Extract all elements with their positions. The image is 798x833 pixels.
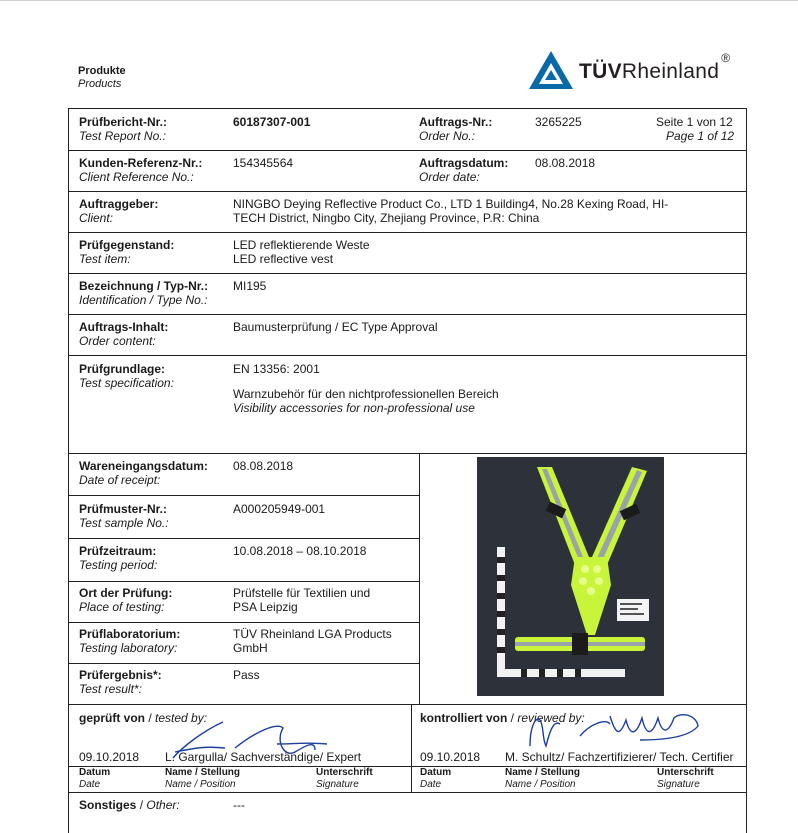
row-divider [68, 581, 419, 582]
row-divider [68, 704, 747, 705]
reviewed-date: 09.10.2018 [420, 750, 481, 764]
col-name-label-en: Name / Position [505, 779, 576, 790]
col-name-label: Name / Stellung [505, 767, 581, 778]
test-spec-desc-en: Visibility accessories for non-professional use [233, 401, 475, 415]
receipt-date-value: 08.08.2018 [233, 459, 294, 473]
col-signature-label: Unterschrift [657, 767, 714, 778]
testing-period-label-en: Testing period: [79, 558, 158, 572]
testing-period-value: 10.08.2018 – 08.10.2018 [233, 544, 367, 558]
order-date-value: 08.08.2018 [535, 156, 596, 170]
row-divider [68, 273, 747, 274]
page-number-en: Page 1 of 12 [666, 129, 735, 143]
tested-by-header: geprüft von / tested by: [79, 711, 208, 725]
order-no-label-en: Order No.: [419, 129, 476, 143]
place-of-testing-label-en: Place of testing: [79, 600, 165, 614]
report-no-value: 60187307-001 [233, 115, 311, 129]
row-divider [68, 495, 419, 496]
order-no-label: Auftrags-Nr.: [419, 115, 493, 129]
test-result-value: Pass [233, 668, 260, 682]
place-of-testing-label: Ort der Prüfung: [79, 586, 173, 600]
tested-name: L. Gargulla/ Sachverständige/ Expert [165, 750, 362, 764]
sample-no-value: A000205949-001 [233, 502, 326, 516]
receipt-date-label-en: Date of receipt: [79, 473, 161, 487]
tested-date: 09.10.2018 [79, 750, 140, 764]
testing-lab-label: Prüflaboratorium: [79, 627, 181, 641]
test-spec-desc-de: Warnzubehör für den nichtprofessionellen Bereich [233, 387, 499, 401]
reviewed-name: M. Schultz/ Fachzertifizierer/ Tech. Certifier [505, 750, 734, 764]
test-spec-label-en: Test specification: [79, 376, 174, 390]
row-divider [68, 150, 747, 151]
row-divider [68, 314, 747, 315]
section-label-de: Produkte [78, 65, 126, 77]
column-divider [419, 453, 420, 704]
test-item-label: Prüfgegenstand: [79, 238, 175, 252]
other-value: --- [233, 798, 245, 812]
row-divider [68, 453, 747, 454]
test-result-label-en: Test result*: [79, 682, 142, 696]
other-label: Sonstiges / Other: [79, 798, 180, 812]
col-date-label-en: Date [79, 779, 101, 790]
report-no-label-en: Test Report No.: [79, 129, 166, 143]
test-item-en: LED reflective vest [233, 252, 334, 266]
section-header [78, 65, 126, 91]
identification-value: MI195 [233, 279, 267, 293]
client-label: Auftraggeber: [79, 197, 159, 211]
order-content-label: Auftrags-Inhalt: [79, 320, 169, 334]
client-address-line2: TECH District, Ningbo City, Zhejiang Province, P.R: China [233, 211, 540, 225]
test-item-label-en: Test item: [79, 252, 131, 266]
client-address-line1: NINGBO Deying Reflective Product Co., LTD 1 Building4, No.28 Kexing Road, HI- [233, 197, 669, 211]
row-divider [68, 191, 747, 192]
identification-label: Bezeichnung / Typ-Nr.: [79, 279, 209, 293]
order-date-label: Auftragsdatum: [419, 156, 509, 170]
reflective-vest-image [477, 457, 664, 696]
client-ref-value: 154345564 [233, 156, 294, 170]
col-signature-label: Unterschrift [316, 767, 373, 778]
row-divider [68, 538, 419, 539]
page-number: Seite 1 von 12 [656, 115, 733, 129]
col-date-label: Datum [79, 767, 111, 778]
col-name-label-en: Name / Position [165, 779, 236, 790]
col-signature-label-en: Signature [657, 779, 700, 790]
sample-no-label: Prüfmuster-Nr.: [79, 502, 168, 516]
row-divider [68, 622, 419, 623]
testing-lab-line2: GmbH [233, 641, 268, 655]
client-label-en: Client: [79, 211, 114, 225]
order-date-label-en: Order date: [419, 170, 480, 184]
reviewed-by-header: kontrolliert von / reviewed by: [420, 711, 585, 725]
column-divider [411, 704, 412, 792]
report-no-label: Prüfbericht-Nr.: [79, 115, 168, 129]
receipt-date-label: Wareneingangsdatum: [79, 459, 208, 473]
client-ref-label-en: Client Reference No.: [79, 170, 194, 184]
col-date-label-en: Date [420, 779, 442, 790]
order-content-label-en: Order content: [79, 334, 156, 348]
section-label-en: Products [78, 78, 122, 90]
test-spec-label: Prüfgrundlage: [79, 362, 165, 376]
row-divider [68, 792, 747, 793]
place-of-testing-line1: Prüfstelle für Textilien und [233, 586, 371, 600]
col-date-label: Datum [420, 767, 452, 778]
tuv-logo [527, 48, 757, 92]
product-photo [477, 457, 664, 696]
order-no-value: 3265225 [535, 115, 582, 129]
testing-period-label: Prüfzeitraum: [79, 544, 157, 558]
sample-no-label-en: Test sample No.: [79, 516, 169, 530]
col-signature-label-en: Signature [316, 779, 359, 790]
test-result-label: Prüfergebnis*: [79, 668, 162, 682]
client-ref-label: Kunden-Referenz-Nr.: [79, 156, 203, 170]
row-divider [68, 232, 747, 233]
row-divider [68, 663, 419, 664]
testing-lab-label-en: Testing laboratory: [79, 641, 178, 655]
page-top-edge [0, 0, 798, 1]
order-content-value: Baumusterprüfung / EC Type Approval [233, 320, 438, 334]
place-of-testing-line2: PSA Leipzig [233, 600, 298, 614]
test-item-de: LED reflektierende Weste [233, 238, 370, 252]
test-spec-standard: EN 13356: 2001 [233, 362, 320, 376]
row-divider [68, 355, 747, 356]
testing-lab-line1: TÜV Rheinland LGA Products [233, 627, 392, 641]
identification-label-en: Identification / Type No.: [79, 293, 208, 307]
col-name-label: Name / Stellung [165, 767, 241, 778]
tuv-logo-text: TÜVRheinland® [579, 51, 731, 83]
tuv-triangle-icon [527, 48, 575, 92]
